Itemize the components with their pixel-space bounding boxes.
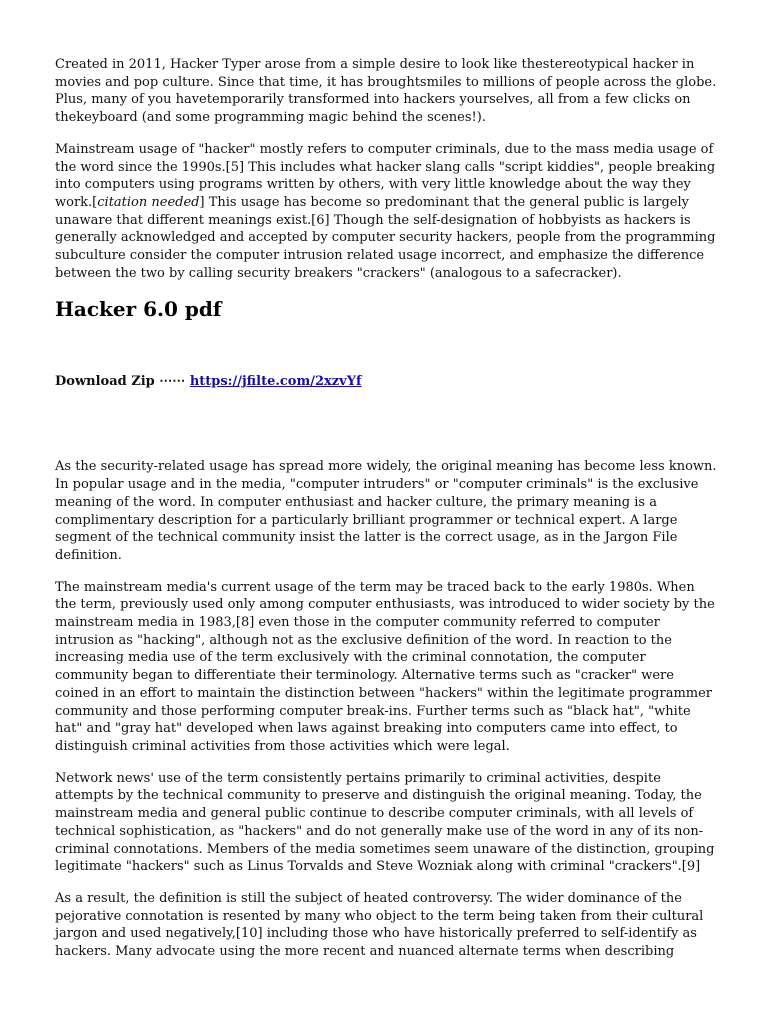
network-news-paragraph: Network news' use of the term consistently pertains primarily to criminal activities, despite attempts by the technical community to preserve and distinguish the original meaning. Today, the mainstream media and general public continue to describe computer criminals, with all levels of technical sophistication, as "hackers" and do not generally make use of the word in any of its non-criminal connotations. Members of the media sometimes seem unaware of the distinction, grouping legitimate "hackers" such as Linus Torvalds and Steve Wozniak along with criminal "crackers".[9] [55,770,715,875]
download-link[interactable]: https://jfilte.com/2xzvYf [189,374,362,390]
download-label: Download Zip ⋯⋯ [55,374,186,390]
intro-paragraph: Created in 2011, Hacker Typer arose from a simple desire to look like thestereotypical hacker in movies and pop culture. Since that time, it has broughtsmiles to millions of people across the globe. Plus, many of you havetemporarily transformed into hackers yourselves, all from a few clicks on thekeyboard (and some programming magic behind the scenes!). [55,57,717,126]
download-line [55,373,717,391]
spacer [55,391,717,458]
citation-needed: citation needed [97,194,200,210]
controversy-paragraph: As a result, the definition is still the subject of heated controversy. The wider dominance of the pejorative connotation is resented by many who object to the term being taken from their cultural jargon and used negatively,[10] including those who have historically preferred to self-identify as hackers. Many advocate using the more recent and nuanced alternate terms when describing [55,890,704,960]
paragraph-text-end: ] This usage has become so predominant that the general public is largely unaware that different meanings exist.[6] Though the self-designation of hobbyists as hackers is generally acknowledged and accepted by computer security hackers, people from the programming subculture consider the computer intrusion related usage incorrect, and emphasize the difference between the two by calling security breakers "crackers" (analogous to a safecracker). [55,194,716,281]
media-usage-paragraph: The mainstream media's current usage of the term may be traced back to the early 1980s. When the term, previously used only among computer enthusiasts, was introduced to wider society by the mainstream media in 1983,[8] even those in the computer community referred to computer intrusion as "hacking", although not as the exclusive definition of the word. In reaction to the increasing media use of the term exclusively with the criminal connotation, the computer community began to differentiate their terminology. Alternative terms such as "cracker" were coined in an effort to maintain the distinction between "hackers" within the legitimate programmer community and those performing computer break-ins. Further terms such as "black hat", "white hat" and "gray hat" developed when laws against breaking into computers came into effect, to distinguish criminal activities from those activities which were legal. [55,579,715,754]
paragraph-text-start: Mainstream usage of "hacker" mostly refers to computer criminals, due to the mass media usage of the word since the 1990s.[5] This includes what hacker slang calls "script kiddies", people breaking into computers using programs written by others, with very little knowledge about the way they work.[ [55,141,716,210]
document-page [55,56,717,975]
security-usage-paragraph: As the security-related usage has spread more widely, the original meaning has become less known. In popular usage and in the media, "computer intruders" or "computer criminals" is the exclusive meaning of the word. In computer enthusiast and hacker culture, the primary meaning is a complimentary description for a particularly brilliant programmer or technical expert. A large segment of the technical community insist the latter is the correct usage, as in the Jargon File definition. [55,459,717,563]
mainstream-usage-paragraph [55,141,717,283]
page-title: Hacker 6.0 pdf [55,297,222,322]
